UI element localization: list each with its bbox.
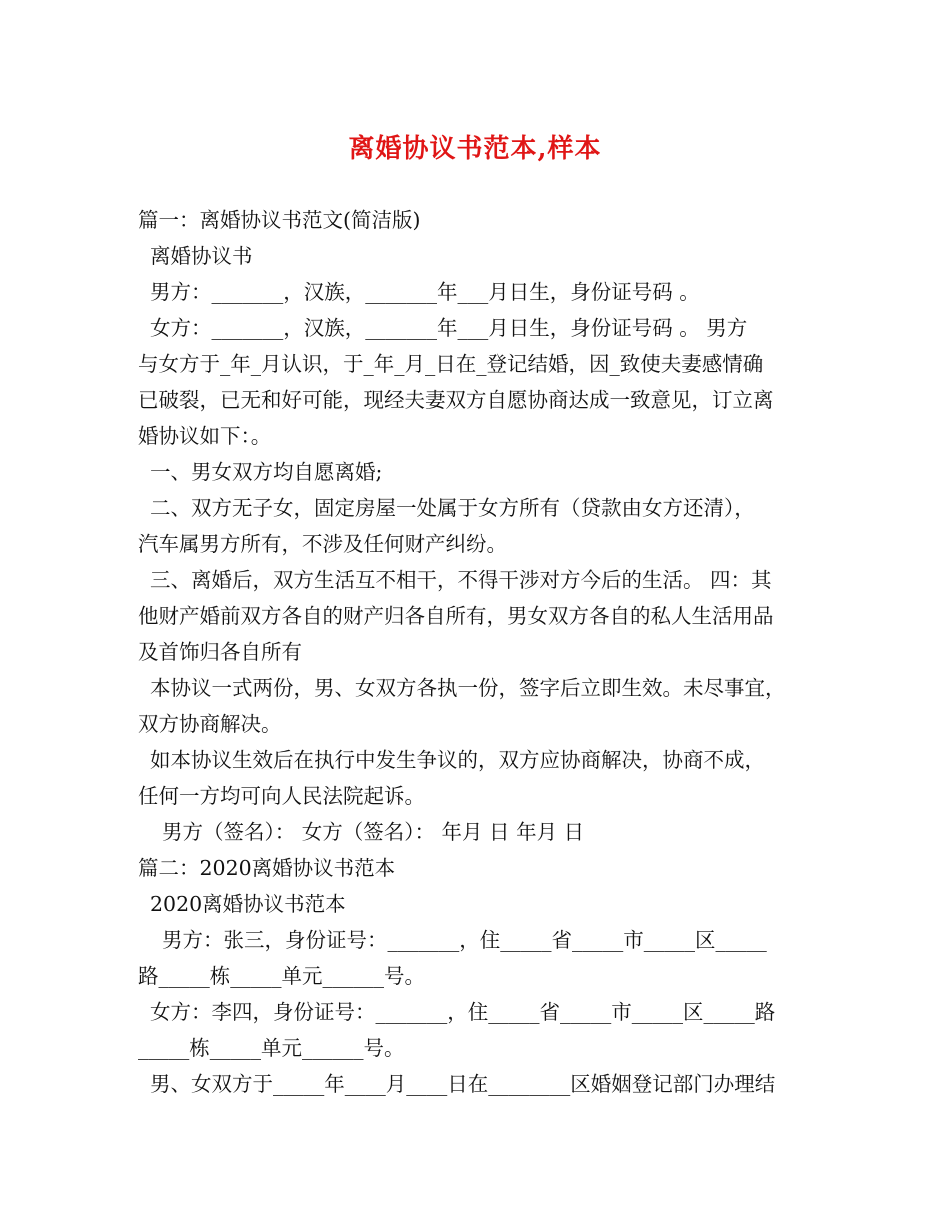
text-line: 篇一：离婚协议书范文(简洁版): [138, 208, 421, 232]
text-line: 与女方于_年_月认识，于_年_月_日在_登记结婚，因_致使夫妻感情确: [138, 352, 764, 376]
text-line: 任何一方均可向人民法院起诉。: [138, 784, 425, 808]
text-line: 双方协商解决。: [138, 712, 282, 736]
text-line: 女方：_______，汉族，_______年___月日生，身份证号码 。 男方: [150, 316, 748, 340]
text-line: 2020离婚协议书范本: [150, 892, 346, 916]
document-title: 离婚协议书范本,样本: [348, 134, 602, 164]
text-line: 他财产婚前双方各自的财产归各自所有，男女双方各自的私人生活用品: [138, 604, 774, 628]
text-line: 如本协议生效后在执行中发生争议的，双方应协商解决，协商不成，: [150, 748, 765, 772]
text-line: 本协议一式两份，男、女双方各执一份，签字后立即生效。未尽事宜，: [150, 676, 786, 700]
text-line: 及首饰归各自所有: [138, 640, 302, 664]
text-line: 一、男女双方均自愿离婚;: [150, 460, 383, 484]
text-line: _____栋_____单元______号。: [138, 1036, 405, 1060]
text-line: 男、女双方于_____年____月____日在________区婚姻登记部门办理结: [150, 1072, 776, 1096]
text-line: 女方：李四，身份证号：_______，住_____省_____市_____区_____路: [150, 1000, 776, 1024]
signature-line: 男方（签名）： 女方（签名）： 年月 日 年月 日: [162, 820, 585, 844]
text-line: 男方：_______，汉族，_______年___月日生，身份证号码 。: [150, 280, 700, 304]
text-line: 二、双方无子女，固定房屋一处属于女方所有（贷款由女方还清），: [150, 496, 755, 520]
section-heading: 篇二：2020离婚协议书范本: [138, 856, 396, 880]
text-line: 汽车属男方所有，不涉及任何财产纠纷。: [138, 532, 507, 556]
text-line: 男方：张三，身份证号：_______，住_____省_____市_____区_____: [162, 928, 767, 952]
text-line: 路_____栋_____单元______号。: [138, 964, 425, 988]
text-line: 婚协议如下：。: [138, 424, 272, 448]
text-line: 三、离婚后，双方生活互不相干，不得干涉对方今后的生活。 四：其: [150, 568, 772, 592]
text-line: 已破裂，已无和好可能，现经夫妻双方自愿协商达成一致意见，订立离: [138, 388, 774, 412]
text-line: 离婚协议书: [150, 244, 253, 268]
